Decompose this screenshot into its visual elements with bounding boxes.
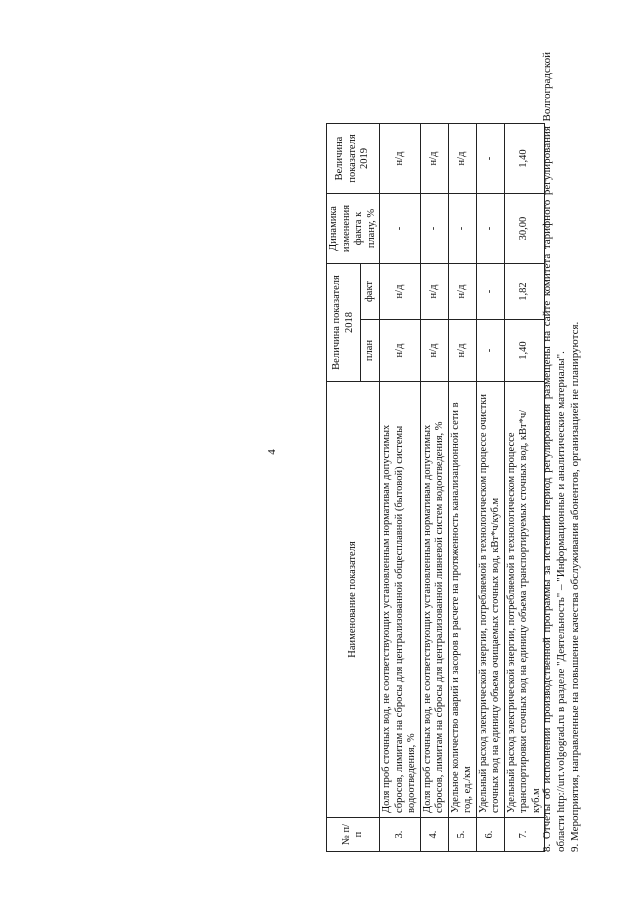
header-value-2018: Величина показателя 2018 (327, 264, 361, 382)
table-row (380, 124, 421, 852)
header-num: № п/п (327, 818, 380, 852)
row-value-2019: н/д (420, 124, 448, 194)
row-name: Удельный расход электрической энергии, потребляемой в технологическом процессе очистки сточных вод на единицу объема очищаемых сточных вод, кВт*ч/куб.м (476, 382, 504, 818)
row-fact: н/д (420, 264, 448, 320)
row-num: 4. (420, 818, 448, 852)
row-num: 5. (448, 818, 476, 852)
indicator-table (326, 123, 545, 852)
header-fact: факт (361, 264, 380, 320)
row-fact: 1,82 (504, 264, 545, 320)
row-dynamics: - (448, 194, 476, 264)
row-num: 6. (476, 818, 504, 852)
row-name: Доля проб сточных вод, не соответствующих установленным нормативам допустимых сбросов, лимитам на сбросы для централизованной ливневой систем водоотведения, % (420, 382, 448, 818)
header-dynamics: Динамика изменения факта к плану, % (327, 194, 380, 264)
table-row (448, 124, 476, 852)
row-plan: н/д (420, 320, 448, 382)
row-fact: - (476, 264, 504, 320)
row-value-2019: н/д (380, 124, 421, 194)
row-name: Удельный расход электрической энергии, потребляемой в технологическом процессе транспортировки сточных вод на единицу объема транспортируемых сточных вод, кВт*ч/куб.м (504, 382, 545, 818)
row-fact: н/д (448, 264, 476, 320)
header-value-2019: Величина показателя 2019 (327, 124, 380, 194)
header-plan: план (361, 320, 380, 382)
header-name: Наименование показателя (327, 382, 380, 818)
header-row-1 (327, 124, 361, 852)
row-value-2019: 1,40 (504, 124, 545, 194)
row-name: Доля проб сточных вод, не соответствующих установленным нормативам допустимых сбросов, лимитам на сбросы для централизованной общесплавной (бытовой) системы водоотведения, % (380, 382, 421, 818)
row-plan: н/д (448, 320, 476, 382)
table-row (420, 124, 448, 852)
note-8: 8. Отчеты об исполнении производственной программы за истекший период регулирования размещены на сайте комитета тарифного регулирования Волгоградской области http://urt.volgograd.ru в разделе "Деятельность" – "Информационные и аналитические материалы". (541, 52, 567, 852)
row-value-2019: - (476, 124, 504, 194)
row-dynamics: - (420, 194, 448, 264)
row-plan: 1,40 (504, 320, 545, 382)
table-row (504, 124, 545, 852)
row-value-2019: н/д (448, 124, 476, 194)
row-num: 7. (504, 818, 545, 852)
note-9: 9. Мероприятия, направленные на повышение качества обслуживания абонентов, организацией не планируются. (569, 321, 581, 852)
table-row (476, 124, 504, 852)
row-num: 3. (380, 818, 421, 852)
row-dynamics: - (380, 194, 421, 264)
row-plan: н/д (380, 320, 421, 382)
row-name: Удельное количество аварий и засоров в расчете на протяженность канализационной сети в год, ед./км (448, 382, 476, 818)
rotated-content (40, 42, 600, 862)
row-dynamics: - (476, 194, 504, 264)
row-fact: н/д (380, 264, 421, 320)
row-dynamics: 30,00 (504, 194, 545, 264)
page-number: 4 (266, 449, 278, 455)
row-plan: - (476, 320, 504, 382)
footnotes (540, 52, 582, 852)
